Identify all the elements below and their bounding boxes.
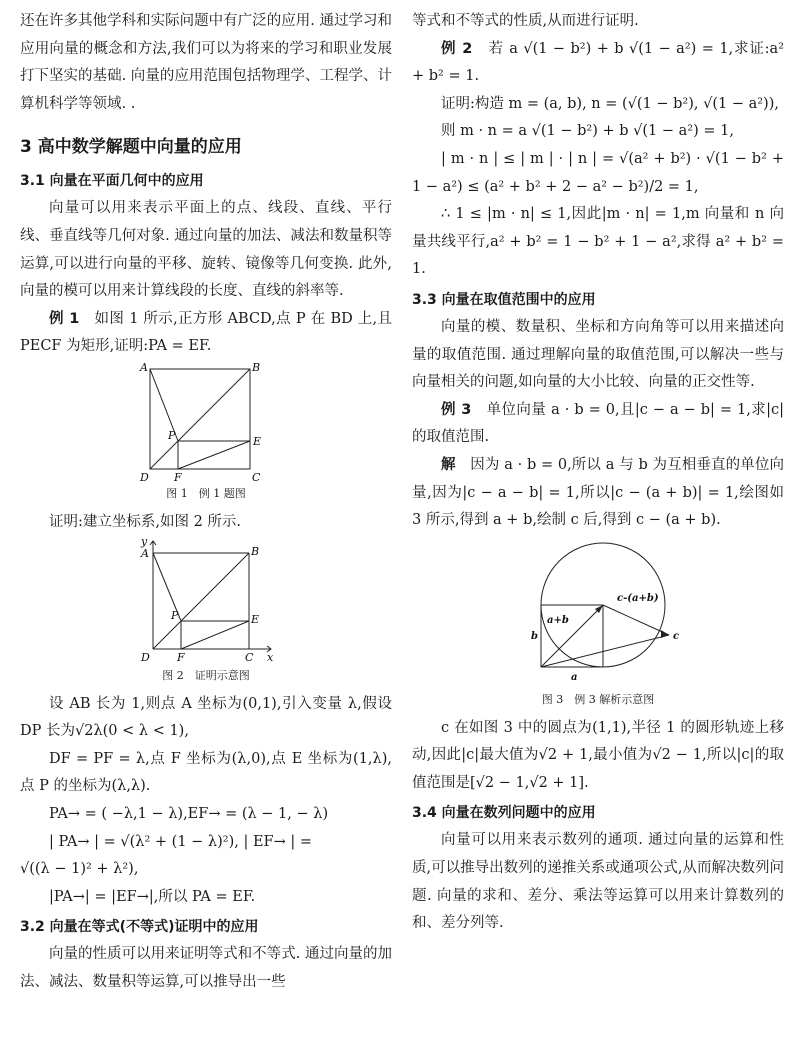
continuation-text: 等式和不等式的性质,从而进行证明. (412, 13, 639, 29)
subsection-3-2-title: 3.2 向量在等式(不等式)证明中的应用 (20, 919, 259, 936)
subsection-3-3-title: 3.3 向量在取值范围中的应用 (412, 291, 596, 308)
fig3-label-a: a (571, 671, 578, 683)
fig2-label-x: x (267, 650, 274, 664)
example-2-label: 例 2 (441, 40, 473, 57)
left-column (20, 8, 392, 996)
paragraph-vectors: PA→ = ( −λ,1 − λ),EF→ = (λ − 1, − λ) (49, 805, 329, 822)
example-3-label: 例 3 (441, 401, 472, 418)
section-title: 3 高中数学解题中向量的应用 (20, 137, 242, 158)
example-1 (20, 306, 392, 361)
fig1-label-E: E (253, 434, 262, 448)
subsection-3-1-title: 3.1 向量在平面几何中的应用 (20, 173, 204, 190)
subsection-3-4-title: 3.4 向量在数列问题中的应用 (412, 805, 596, 822)
fig1-label-C: C (252, 470, 261, 483)
figure-2-caption: 图 2 证明示意图 (162, 668, 250, 682)
fig1-label-B: B (252, 360, 261, 374)
figure-1 (136, 361, 276, 483)
fig3-label-cmab: c-(a+b) (617, 592, 659, 604)
subsection-3-4-paragraph: 向量可以用来表示数列的通项. 通过向量的运算和性质,可以推导出数列的递推关系或通项公式,从而解决数列问题. 向量的求和、差分、乘法等运算可以用来计算数列的和、差分列等. (412, 832, 784, 932)
fig1-label-D: D (140, 470, 149, 483)
proof-2-conclusion: ∴ 1 ≤ |m · n| ≤ 1,因此|m · n| = 1,m 向量和 n 向量共线平行,a² + b² = 1 − b² + 1 − a²,求得 a² + b² = 1. (412, 206, 784, 278)
fig2-label-D: D (141, 650, 150, 664)
proof-2-dot: 则 m · n = a √(1 − b²) + b √(1 − a²) = 1, (441, 123, 734, 140)
paragraph-conclusion: |PA→| = |EF→|,所以 PA = EF. (49, 888, 256, 905)
paragraph-moduli: | PA→ | = √(λ² + (1 − λ)²), | EF→ | = (49, 833, 312, 850)
subsection-3-3-paragraph: 向量的模、数量积、坐标和方向角等可以用来描述向量的取值范围. 通过理解向量的取值范围,可以解决一些与向量相关的问题,如向量的大小比较、向量的正交性等. (412, 318, 784, 391)
figure-3 (503, 539, 693, 689)
example-1-label: 例 1 (49, 310, 80, 327)
fig1-label-A: A (140, 360, 148, 374)
proof-2-inequality: | m · n | ≤ | m | · | n | = √(a² + b²) · √(1 − b² + 1 − a²) ≤ (a² + b² + 2 − a² − b²)/2 = 1, (412, 150, 784, 195)
fig1-label-F: F (174, 470, 182, 483)
fig3-label-b: b (531, 630, 538, 642)
fig2-label-B: B (251, 544, 260, 558)
example-1-text: 如图 1 所示,正方形 ABCD,点 P 在 BD 上,且 PECF 为矩形,证明:PA = EF. (20, 310, 393, 355)
solution-text: 因为 a · b = 0,所以 a 与 b 为互相垂直的单位向量,因为|c − a − b| = 1,所以|c − (a + b)| = 1,绘图如 3 所示,得到 a + b,绘制 c 后,得到 c − (a + b). (412, 456, 784, 529)
figure-2 (131, 537, 281, 665)
fig2-label-y: y (141, 536, 148, 548)
fig2-label-E: E (251, 612, 260, 626)
fig3-label-c: c (673, 630, 680, 642)
fig2-label-C: C (245, 650, 254, 664)
intro-paragraph: 还在许多其他学科和实际问题中有广泛的应用. 通过学习和应用向量的概念和方法,我们可以为将来的学习和职业发展打下坚实的基础. 向量的应用范围包括物理学、工程学、计算机科学等领域. . (20, 13, 392, 112)
paragraph-setup: 设 AB 长为 1,则点 A 坐标为(0,1),引入变量 λ,假设 DP 长为√2λ(0 < λ < 1), (20, 695, 392, 740)
figure-1-caption: 图 1 例 1 题图 (166, 486, 246, 500)
subsection-3-2-paragraph: 向量的性质可以用来证明等式和不等式. 通过向量的加法、减法、数量积等运算,可以推导出一些 (20, 946, 392, 990)
fig3-label-apb: a+b (547, 614, 569, 626)
paragraph-moduli-cont: √((λ − 1)² + λ²), (20, 861, 139, 878)
solution-label: 解 (441, 456, 456, 473)
fig1-label-P: P (168, 428, 176, 442)
fig2-label-F: F (177, 650, 185, 664)
fig2-label-A: A (141, 546, 149, 560)
fig2-label-P: P (171, 608, 179, 622)
example-3-text: 单位向量 a · b = 0,且|c − a − b| = 1,求|c|的取值范围. (412, 401, 785, 446)
proof-intro: 证明:建立坐标系,如图 2 所示. (49, 513, 242, 530)
right-column (412, 8, 784, 938)
subsection-3-1-paragraph: 向量可以用来表示平面上的点、线段、直线、平行线、垂直线等几何对象. 通过向量的加法、减法和数量积等运算,可以进行向量的平移、旋转、镜像等几何变换. 此外,向量的模可以用来计算线段的长度、直线的斜率等. (20, 200, 392, 300)
solution-3 (412, 452, 784, 535)
example-2 (412, 36, 784, 91)
paragraph-df: DF = PF = λ,点 F 坐标为(λ,0),点 E 坐标为(1,λ),点 P 的坐标为(λ,λ). (20, 750, 392, 795)
proof-2-construct: 证明:构造 m = (a, b), n = (√(1 − b²), √(1 − a²)), (441, 95, 779, 112)
figure-3-caption: 图 3 例 3 解析示意图 (541, 692, 655, 706)
paragraph-c-range: c 在如图 3 中的圆点为(1,1),半径 1 的圆形轨迹上移动,因此|c|最大值为√2 + 1,最小值为√2 − 1,所以|c|的取值范围是[√2 − 1,√2 + 1]. (412, 719, 784, 791)
example-3 (412, 397, 784, 452)
example-2-text: 若 a √(1 − b²) + b √(1 − a²) = 1,求证:a² + b² = 1. (412, 40, 785, 85)
